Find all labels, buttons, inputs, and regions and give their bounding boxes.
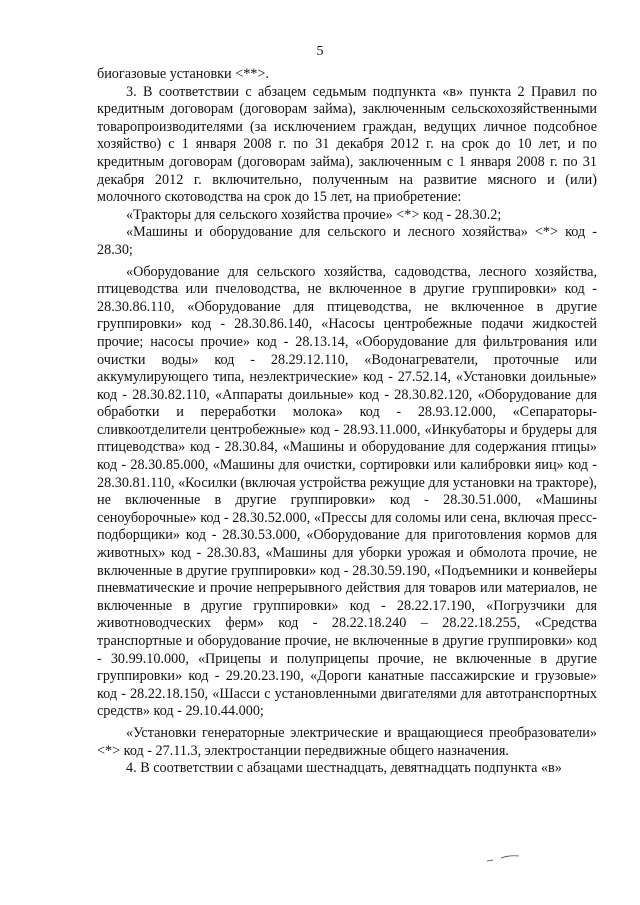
paragraph-tractors: «Тракторы для сельского хозяйства прочие» <*> код - 28.30.2;: [126, 206, 502, 223]
paragraph-item-4: 4. В соответствии с абзацами шестнадцать, девятнадцать подпункта «в»: [126, 760, 562, 777]
paragraph-item-3: 3. В соответствии с абзацем седьмым подпункта «в» пункта 2 Правил по кредитным договорам (договорам займа), заключенным сельскохозяйственными товаропроизводителями (за исключением граждан, ведущих личное подсобное хозяйство) с 1 января 2008 г. по 31 декабря 2012 г. на срок до 10 лет, и по кредитным договорам (договорам займа), заключенным с 1 января 2008 г. по 31 декабря 2012 г. включительно, полученным на развитие мясного и (или) молочного скотоводства на срок до 15 лет, на приобретение:: [97, 83, 597, 206]
document-body: [97, 66, 597, 778]
page-number: 5: [316, 44, 324, 59]
scan-mark: [485, 852, 525, 864]
paragraph-generators: «Установки генераторные электрические и вращающиеся преобразователи» <*> код - 27.11.3, электростанции передвижные общего назначения.: [97, 724, 597, 759]
paragraph-machines-agriculture: «Машины и оборудование для сельского и лесного хозяйства» <*> код - 28.30;: [97, 224, 597, 258]
paragraph-biogas-end: биогазовые установки <**>.: [97, 66, 269, 82]
paragraph-equipment-list: «Оборудование для сельского хозяйства, садоводства, лесного хозяйства, птицеводства или пчеловодства, не включенное в другие группировки» код - 28.30.86.110, «Оборудование для птицеводства, не включенное в другие группировки» код - 28.30.86.140, «Насосы центробежные подачи жидкостей прочие; насосы прочие» код - 28.13.14, «Оборудование для фильтрования или очистки воды» код - 28.29.12.110, «Водонагреватели, проточные или аккумулирующего типа, неэлектрические» код - 27.52.14, «Установки доильные» код - 28.30.82.110, «Аппараты доильные» код - 28.30.82.120, «Оборудование для обработки и переработки молока» код - 28.93.12.000, «Сепараторы-сливкоотделители центробежные» код - 28.93.11.000, «Инкубаторы и брудеры для птицеводства» код - 28.30.84, «Машины и оборудование для содержания птицы» код - 28.30.85.000, «Машины для очистки, сортировки или калибровки яиц» код - 28.30.81.110, «Косилки (включая устройства режущие для установки на тракторе), не включенные в другие группировки» код - 28.30.51.000, «Машины сеноуборочные» код - 28.30.52.000, «Прессы для соломы или сена, включая пресс-подборщики» код - 28.30.53.000, «Оборудование для приготовления кормов для животных» код - 28.30.83, «Машины для уборки урожая и обмолота прочие, не включенные в другие группировки» код - 28.30.59.190, «Подъемники и конвейеры пневматические и прочие непрерывного действия для товаров или материалов, не включенные в другие группировки» код - 28.22.17.190, «Погрузчики для животноводческих ферм» код - 28.22.18.240 – 28.22.18.255, «Средства транспортные и оборудование прочие, не включенные в другие группировки» код - 30.99.10.000, «Прицепы и полуприцепы прочие, не включенные в другие группировки» код - 29.20.23.190, «Дороги канатные пассажирские и грузовые» код - 28.22.18.150, «Шасси с установленными двигателями для автотранспортных средств» код - 29.10.44.000;: [97, 263, 597, 720]
